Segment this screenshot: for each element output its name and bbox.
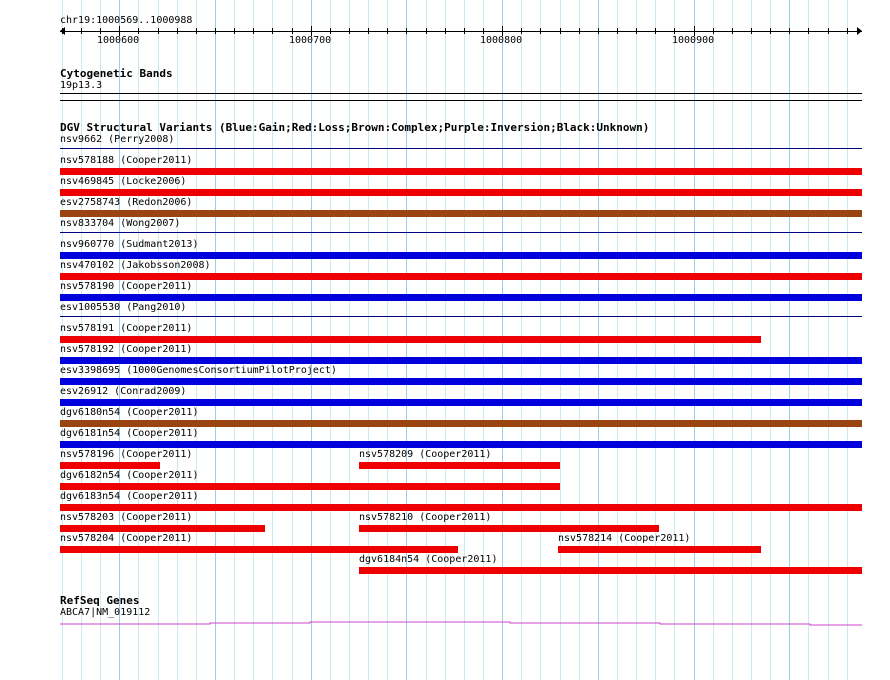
ruler-tick: [177, 28, 178, 34]
dgv-feature-bar[interactable]: [60, 294, 862, 301]
ruler-tick: [789, 28, 790, 34]
dgv-feature-bar[interactable]: [60, 168, 862, 175]
location-label: chr19:1000569..1000988: [60, 15, 193, 26]
ruler-tick: [368, 28, 369, 34]
ruler-tick: [330, 28, 331, 34]
dgv-feature-bar[interactable]: [359, 462, 560, 469]
dgv-feature-label[interactable]: esv3398695 (1000GenomesConsortiumPilotProject): [60, 365, 337, 376]
dgv-row-separator: [60, 316, 862, 317]
ruler-tick: [272, 28, 273, 34]
ruler-tick: [579, 28, 580, 34]
dgv-feature-label[interactable]: dgv6184n54 (Cooper2011): [359, 554, 498, 565]
ruler-tick: [483, 28, 484, 34]
ruler-tick: [292, 28, 293, 34]
ruler-tick: [406, 28, 407, 34]
grid-line: [770, 0, 771, 680]
ruler-tick: [636, 28, 637, 34]
ruler-tick: [674, 28, 675, 34]
grid-line: [808, 0, 809, 680]
refseq-gene-line[interactable]: [60, 618, 862, 628]
dgv-feature-bar[interactable]: [60, 504, 862, 511]
dgv-feature-bar[interactable]: [558, 546, 761, 553]
dgv-feature-label[interactable]: nsv578210 (Cooper2011): [359, 512, 492, 523]
dgv-feature-label[interactable]: nsv470102 (Jakobsson2008): [60, 260, 211, 271]
ruler-tick: [540, 28, 541, 34]
dgv-feature-label[interactable]: nsv578190 (Cooper2011): [60, 281, 193, 292]
dgv-feature-label[interactable]: dgv6181n54 (Cooper2011): [60, 428, 199, 439]
ruler-tick: [81, 28, 82, 34]
ruler-arrow-left: [60, 27, 65, 35]
dgv-feature-bar[interactable]: [60, 420, 862, 427]
dgv-row-separator: [60, 148, 862, 149]
dgv-feature-bar[interactable]: [60, 357, 862, 364]
ruler-tick: [100, 28, 101, 34]
cytoband-label: 19p13.3: [60, 80, 103, 91]
cytoband-line-top: [60, 93, 862, 94]
dgv-feature-label[interactable]: esv1005530 (Pang2010): [60, 302, 187, 313]
ruler-label: 1000900: [672, 35, 715, 46]
ruler-tick: [215, 28, 216, 34]
dgv-feature-label[interactable]: nsv578188 (Cooper2011): [60, 155, 193, 166]
dgv-track-title: DGV Structural Variants (Blue:Gain;Red:Loss;Brown:Complex;Purple:Inversion;Black:Unknown): [60, 121, 650, 134]
dgv-row-separator: [60, 232, 862, 233]
dgv-feature-label[interactable]: nsv578191 (Cooper2011): [60, 323, 193, 334]
dgv-feature-bar[interactable]: [60, 462, 160, 469]
dgv-feature-bar[interactable]: [359, 567, 862, 574]
ruler-tick: [387, 28, 388, 34]
dgv-feature-label[interactable]: dgv6180n54 (Cooper2011): [60, 407, 199, 418]
ruler-tick: [732, 28, 733, 34]
dgv-feature-label[interactable]: nsv578214 (Cooper2011): [558, 533, 691, 544]
ruler-tick: [847, 28, 848, 34]
dgv-feature-label[interactable]: dgv6183n54 (Cooper2011): [60, 491, 199, 502]
refseq-gene-label[interactable]: ABCA7|NM_019112: [60, 607, 151, 618]
ruler-tick: [713, 28, 714, 34]
ruler-tick: [234, 28, 235, 34]
dgv-feature-bar[interactable]: [60, 483, 560, 490]
dgv-feature-bar[interactable]: [60, 399, 862, 406]
ruler-tick: [617, 28, 618, 34]
dgv-feature-bar[interactable]: [359, 525, 659, 532]
dgv-feature-bar[interactable]: [60, 336, 761, 343]
grid-line: [828, 0, 829, 680]
ruler-tick: [521, 28, 522, 34]
dgv-feature-bar[interactable]: [60, 546, 458, 553]
dgv-feature-label[interactable]: esv2758743 (Redon2006): [60, 197, 193, 208]
ruler-tick: [808, 28, 809, 34]
ruler-label: 1000600: [97, 35, 140, 46]
refseq-track-title: RefSeq Genes: [60, 594, 140, 607]
ruler-tick: [464, 28, 465, 34]
dgv-feature-label[interactable]: dgv6182n54 (Cooper2011): [60, 470, 199, 481]
ruler-tick: [138, 28, 139, 34]
dgv-feature-label[interactable]: nsv578196 (Cooper2011): [60, 449, 193, 460]
ruler-arrow-right: [857, 27, 862, 35]
dgv-feature-label[interactable]: nsv9662 (Perry2008): [60, 134, 175, 145]
dgv-feature-bar[interactable]: [60, 252, 862, 259]
ruler-tick: [560, 28, 561, 34]
ruler-tick: [426, 28, 427, 34]
dgv-feature-label[interactable]: nsv960770 (Sudmant2013): [60, 239, 199, 250]
ruler-tick: [598, 28, 599, 34]
ruler-tick: [751, 28, 752, 34]
ruler-label: 1000800: [480, 35, 523, 46]
grid-line: [847, 0, 848, 680]
grid-line: [789, 0, 790, 680]
dgv-feature-bar[interactable]: [60, 378, 862, 385]
cytoband-line-bottom: [60, 100, 862, 101]
dgv-feature-label[interactable]: nsv578209 (Cooper2011): [359, 449, 492, 460]
dgv-feature-label[interactable]: esv26912 (Conrad2009): [60, 386, 187, 397]
ruler-label: 1000700: [289, 35, 332, 46]
ruler-axis: [60, 31, 862, 32]
ruler-tick: [158, 28, 159, 34]
dgv-feature-bar[interactable]: [60, 441, 862, 448]
ruler-tick: [253, 28, 254, 34]
dgv-feature-bar[interactable]: [60, 525, 265, 532]
ruler-tick: [196, 28, 197, 34]
dgv-feature-label[interactable]: nsv578203 (Cooper2011): [60, 512, 193, 523]
dgv-feature-label[interactable]: nsv578204 (Cooper2011): [60, 533, 193, 544]
ruler-tick: [655, 28, 656, 34]
dgv-feature-bar[interactable]: [60, 189, 862, 196]
ruler-tick: [349, 28, 350, 34]
dgv-feature-label[interactable]: nsv578192 (Cooper2011): [60, 344, 193, 355]
ruler-tick: [445, 28, 446, 34]
dgv-feature-label[interactable]: nsv833704 (Wong2007): [60, 218, 181, 229]
ruler-tick: [770, 28, 771, 34]
cytoband-track-title: Cytogenetic Bands: [60, 67, 173, 80]
dgv-feature-bar[interactable]: [60, 210, 862, 217]
dgv-feature-bar[interactable]: [60, 273, 862, 280]
dgv-feature-label[interactable]: nsv469845 (Locke2006): [60, 176, 187, 187]
ruler-tick: [828, 28, 829, 34]
